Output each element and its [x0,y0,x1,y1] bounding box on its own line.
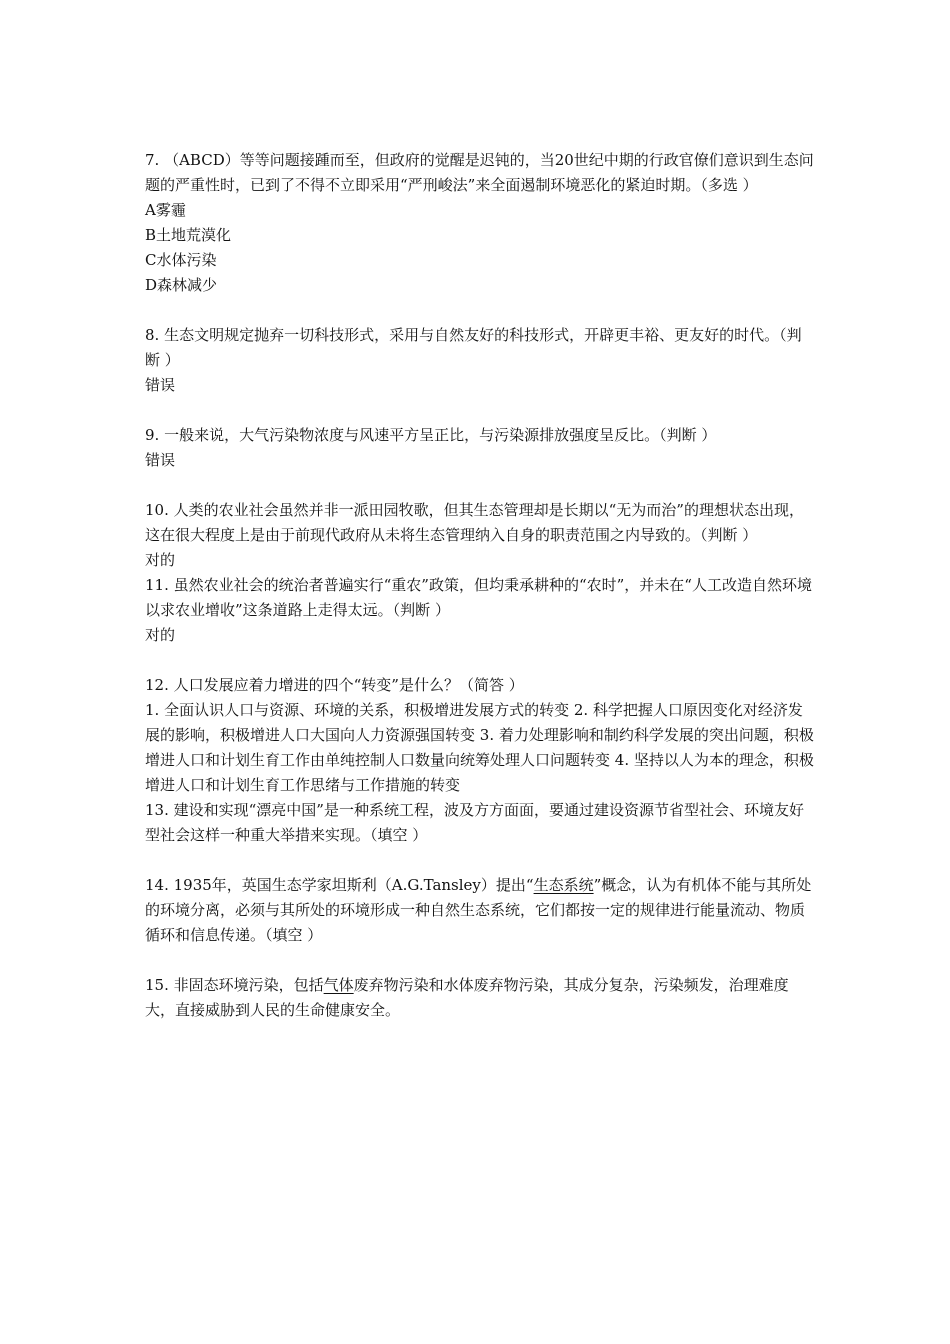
question-7-option-b: B土地荒漠化 [145,226,232,244]
question-7-option-c: C水体污染 [145,251,217,269]
spacer [145,848,815,873]
question-12-answer: 1. 全面认识人口与资源、环境的关系，积极增进发展方式的转变 2. 科学把握人口原因变化对经济发展的影响，积极增进人口大国向人力资源强国转变 3. 着力处理影响和制约科学发展的突出问题，积极增进人口和计划生育工作由单纯控制人口数量向统筹处理人口问题转变 4. 坚持以人为本的理念，积极增进人口和计划生育工作思绪与工作措施的转变 [145,701,814,794]
question-11-text: 11. 虽然农业社会的统治者普遍实行“重农”政策，但均秉承耕种的“农时”，并未在“人工改造自然环境以求农业增收”这条道路上走得太远。（判断 ） [145,576,812,619]
question-11-answer: 对的 [145,626,176,644]
spacer [145,473,815,498]
question-12-text: 12. 人口发展应着力增进的四个“转变”是什么？（简答 ） [145,676,524,694]
question-10-text: 10. 人类的农业社会虽然并非一派田园牧歌，但其生态管理却是长期以“无为而治”的理想状态出现，这在很大程度上是由于前现代政府从未将生态管理纳入自身的职责范围之内导致的。（判断 ） [145,501,804,544]
spacer [145,298,815,323]
question-15-blank-answer: 气体 [323,976,354,994]
spacer [145,948,815,973]
question-14-after: ”概念，认为有机体不能与其所处的环境分离，必须与其所处的环境形成一种自然生态系统，它们都按一定的规律进行能量流动、物质循环和信息传递。（填空 ） [145,876,812,944]
question-14-before: 14. 1935年，英国生态学家坦斯利（A.G.Tansley）提出“ [145,876,534,894]
spacer [145,398,815,423]
question-7-text: 7. （ABCD）等等问题接踵而至，但政府的觉醒是迟钝的，当20世纪中期的行政官僚们意识到生态问题的严重性时，已到了不得不立即采用“严刑峻法”来全面遏制环境恶化的紧迫时期。（多选 ） [145,151,814,194]
document-page [145,148,815,1023]
question-15-text [145,973,815,1023]
question-13-text: 13. 建设和实现“漂亮中国”是一种系统工程，波及方方面面，要通过建设资源节省型社会、环境友好型社会这样一种重大举措来实现。（填空 ） [145,801,804,844]
question-7-option-a: A雾霾 [145,201,186,219]
question-8-answer: 错误 [145,376,176,394]
question-15-before: 15. 非固态环境污染，包括 [145,976,324,994]
question-14-text [145,873,815,948]
question-8-text: 8. 生态文明规定抛弃一切科技形式，采用与自然友好的科技形式，开辟更丰裕、更友好的时代。（判断 ） [145,326,802,369]
question-7-option-d: D森林减少 [145,276,218,294]
question-14-blank-answer: 生态系统 [533,876,594,894]
spacer [145,648,815,673]
question-10-answer: 对的 [145,551,176,569]
question-9-answer: 错误 [145,451,176,469]
question-15-after: 废弃物污染和水体废弃物污染，其成分复杂，污染频发，治理难度大，直接威胁到人民的生命健康安全。 [145,976,789,1019]
question-9-text: 9. 一般来说，大气污染物浓度与风速平方呈正比，与污染源排放强度呈反比。（判断 ） [145,426,717,444]
